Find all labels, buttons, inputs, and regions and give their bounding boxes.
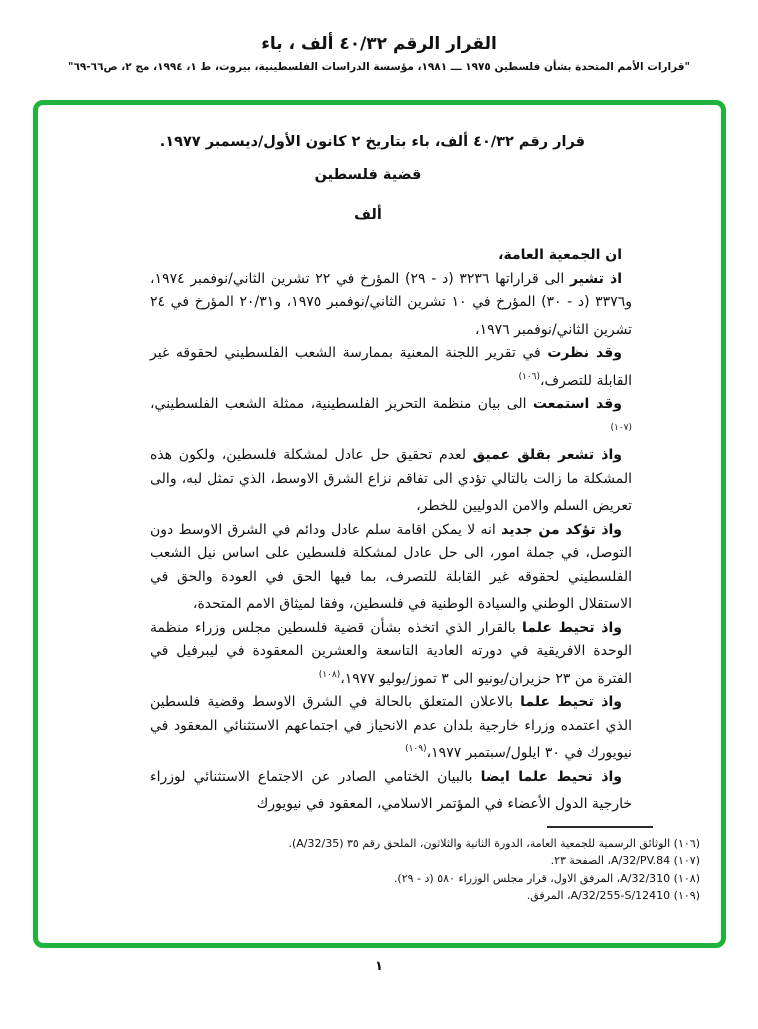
resolution-paragraph — [150, 342, 632, 393]
footnote-item — [285, 835, 700, 853]
footnote-text: الوثائق الرسمية للجمعية العامة، الدورة الثانية والثلاثون، الملحق رقم ٣٥ (A/32/35). — [288, 836, 671, 850]
resolution-heading: قرار رقم ٤٠/٣٢ ألف، باء بتاريخ ٢ كانون الأول/ديسمبر ١٩٧٧. — [159, 134, 585, 150]
footnotes-block — [285, 826, 700, 905]
resolution-paragraph — [150, 444, 632, 519]
paragraph-text: بالاعلان المتعلق بالحالة في الشرق الاوسط وقضية فلسطين الذي اعتمده وزراء خارجية بلدان عدم الانحياز في اجتماعهم الاستثنائي المعقود في نيويورك في ٣٠ ايلول/سبتمبر ١٩٧٧، — [150, 694, 632, 761]
footnote-reference: (١٠٧) — [610, 422, 632, 433]
paragraph-text: الى بيان منظمة التحرير الفلسطينية، ممثلة الشعب الفلسطيني، — [150, 396, 533, 412]
resolution-paragraph — [150, 617, 632, 692]
paragraph-lead-in: ان الجمعية العامة، — [498, 247, 622, 263]
paragraph-lead-in: واذ تحيط علما — [522, 619, 622, 636]
footnote-text: A/32/PV.84، الصفحة ٢٣. — [550, 854, 671, 867]
paragraph-lead-in: واذ تشعر بقلق عميق — [472, 447, 622, 463]
green-frame — [33, 100, 726, 948]
page-number: ١ — [375, 959, 383, 974]
paragraph-lead-in: وقد استمعت — [532, 396, 622, 412]
paragraph-text: الى قراراتها ٣٢٣٦ (د - ٢٩) المؤرخ في ٢٢ تشرين الثاني/نوفمبر ١٩٧٤، و٣٣٧٦ (د - ٣٠) المؤرخ في ١٠ تشرين الثاني/نوفمبر ١٩٧٥، و٢٠/٣١ المؤرخ في ٢٤ تشرين الثاني/نوفمبر ١٩٧٦، — [150, 270, 632, 338]
paragraph-text: بالقرار الذي اتخذه بشأن قضية فلسطين مجلس وزراء منظمة الوحدة الافريقية في دورته العادية التاسعة والعشرين المعقودة في ليبرفيل في الفترة من ٢٣ حزيران/يونيو الى ٣ تموز/يوليو ١٩٧٧، — [150, 619, 632, 687]
resolution-document — [38, 105, 721, 943]
footnote-reference: (١٠٨) — [318, 669, 341, 680]
paragraph-lead-in: اذ تشير — [569, 270, 623, 287]
footnote-text: A/32/310، المرفق الاول، قرار مجلس الوزراء ٥٨٠ (د - ٢٩). — [393, 871, 671, 885]
footnote-item — [285, 870, 700, 888]
paragraph-lead-in: واذ تؤكد من جديد — [501, 521, 623, 538]
paragraph-lead-in: واذ تحيط علما ايضا — [480, 768, 623, 785]
footnote-item — [285, 887, 700, 905]
page-title: القرار الرقم ٤٠/٣٢ ألف ، باء — [261, 34, 497, 54]
resolution-paragraph — [150, 766, 632, 817]
paragraph-lead-in: وقد نظرت — [547, 345, 622, 361]
resolution-body — [150, 240, 632, 817]
section-label: ألف — [354, 207, 382, 223]
paragraph-text: بالبيان الختامي الصادر عن الاجتماع الاستثنائي لوزراء خارجية الدول الأعضاء في المؤتمر الاسلامي، المعقود في نيويورك — [150, 768, 632, 812]
footnote-marker: (١٠٩) — [673, 889, 700, 902]
footnote-marker: (١٠٧) — [673, 854, 700, 867]
resolution-paragraph — [150, 268, 632, 343]
page-header — [0, 34, 758, 73]
source-citation: "قرارات الأمم المتحدة بشأن فلسطين ١٩٧٥ ـــ ١٩٨١، مؤسسة الدراسات الفلسطينية، بيروت، ط ١، ١٩٩٤، مج ٢، ص٦٦-٦٩" — [67, 61, 690, 73]
resolution-paragraph — [150, 240, 632, 268]
footnote-text: A/32/255-S/12410، المرفق. — [526, 889, 671, 902]
paragraph-lead-in: واذ تحيط علما — [520, 694, 622, 710]
paragraph-text: في تقرير اللجنة المعنية بممارسة الشعب الفلسطيني لحقوقه غير القابلة للتصرف، — [150, 345, 632, 389]
paragraph-text: انه لا يمكن اقامة سلم عادل ودائم في الشرق الاوسط دون التوصل، في جملة امور، الى حل عادل لمشكلة فلسطين على اساس نيل الشعب الفلسطيني لحقوقه غير القابلة للتصرف، بما فيها الحق في العودة والحق في الاستقلال الوطني والسيادة الوطنية في فلسطين، وفقا لميثاق الامم المتحدة، — [150, 521, 632, 612]
resolution-paragraph — [150, 393, 632, 444]
footnote-reference: (١٠٦) — [518, 371, 540, 382]
footnote-separator — [547, 826, 653, 828]
resolution-paragraph — [150, 691, 632, 766]
footnote-list — [285, 835, 700, 905]
footnote-marker: (١٠٨) — [673, 871, 700, 885]
footnote-marker: (١٠٦) — [673, 836, 700, 850]
paragraph-text: لعدم تحقيق حل عادل لمشكلة فلسطين، ولكون هذه المشكلة ما زالت بالتالي تؤدي الى تفاقم نزاع الشرق الاوسط، الذي تمثل لبه، والى تعريض السلم والامن الدوليين للخطر، — [150, 447, 632, 514]
resolution-paragraph — [150, 519, 632, 617]
footnote-item — [285, 852, 700, 870]
footnote-reference: (١٠٩) — [405, 744, 427, 754]
resolution-subject: قضية فلسطين — [314, 167, 422, 183]
